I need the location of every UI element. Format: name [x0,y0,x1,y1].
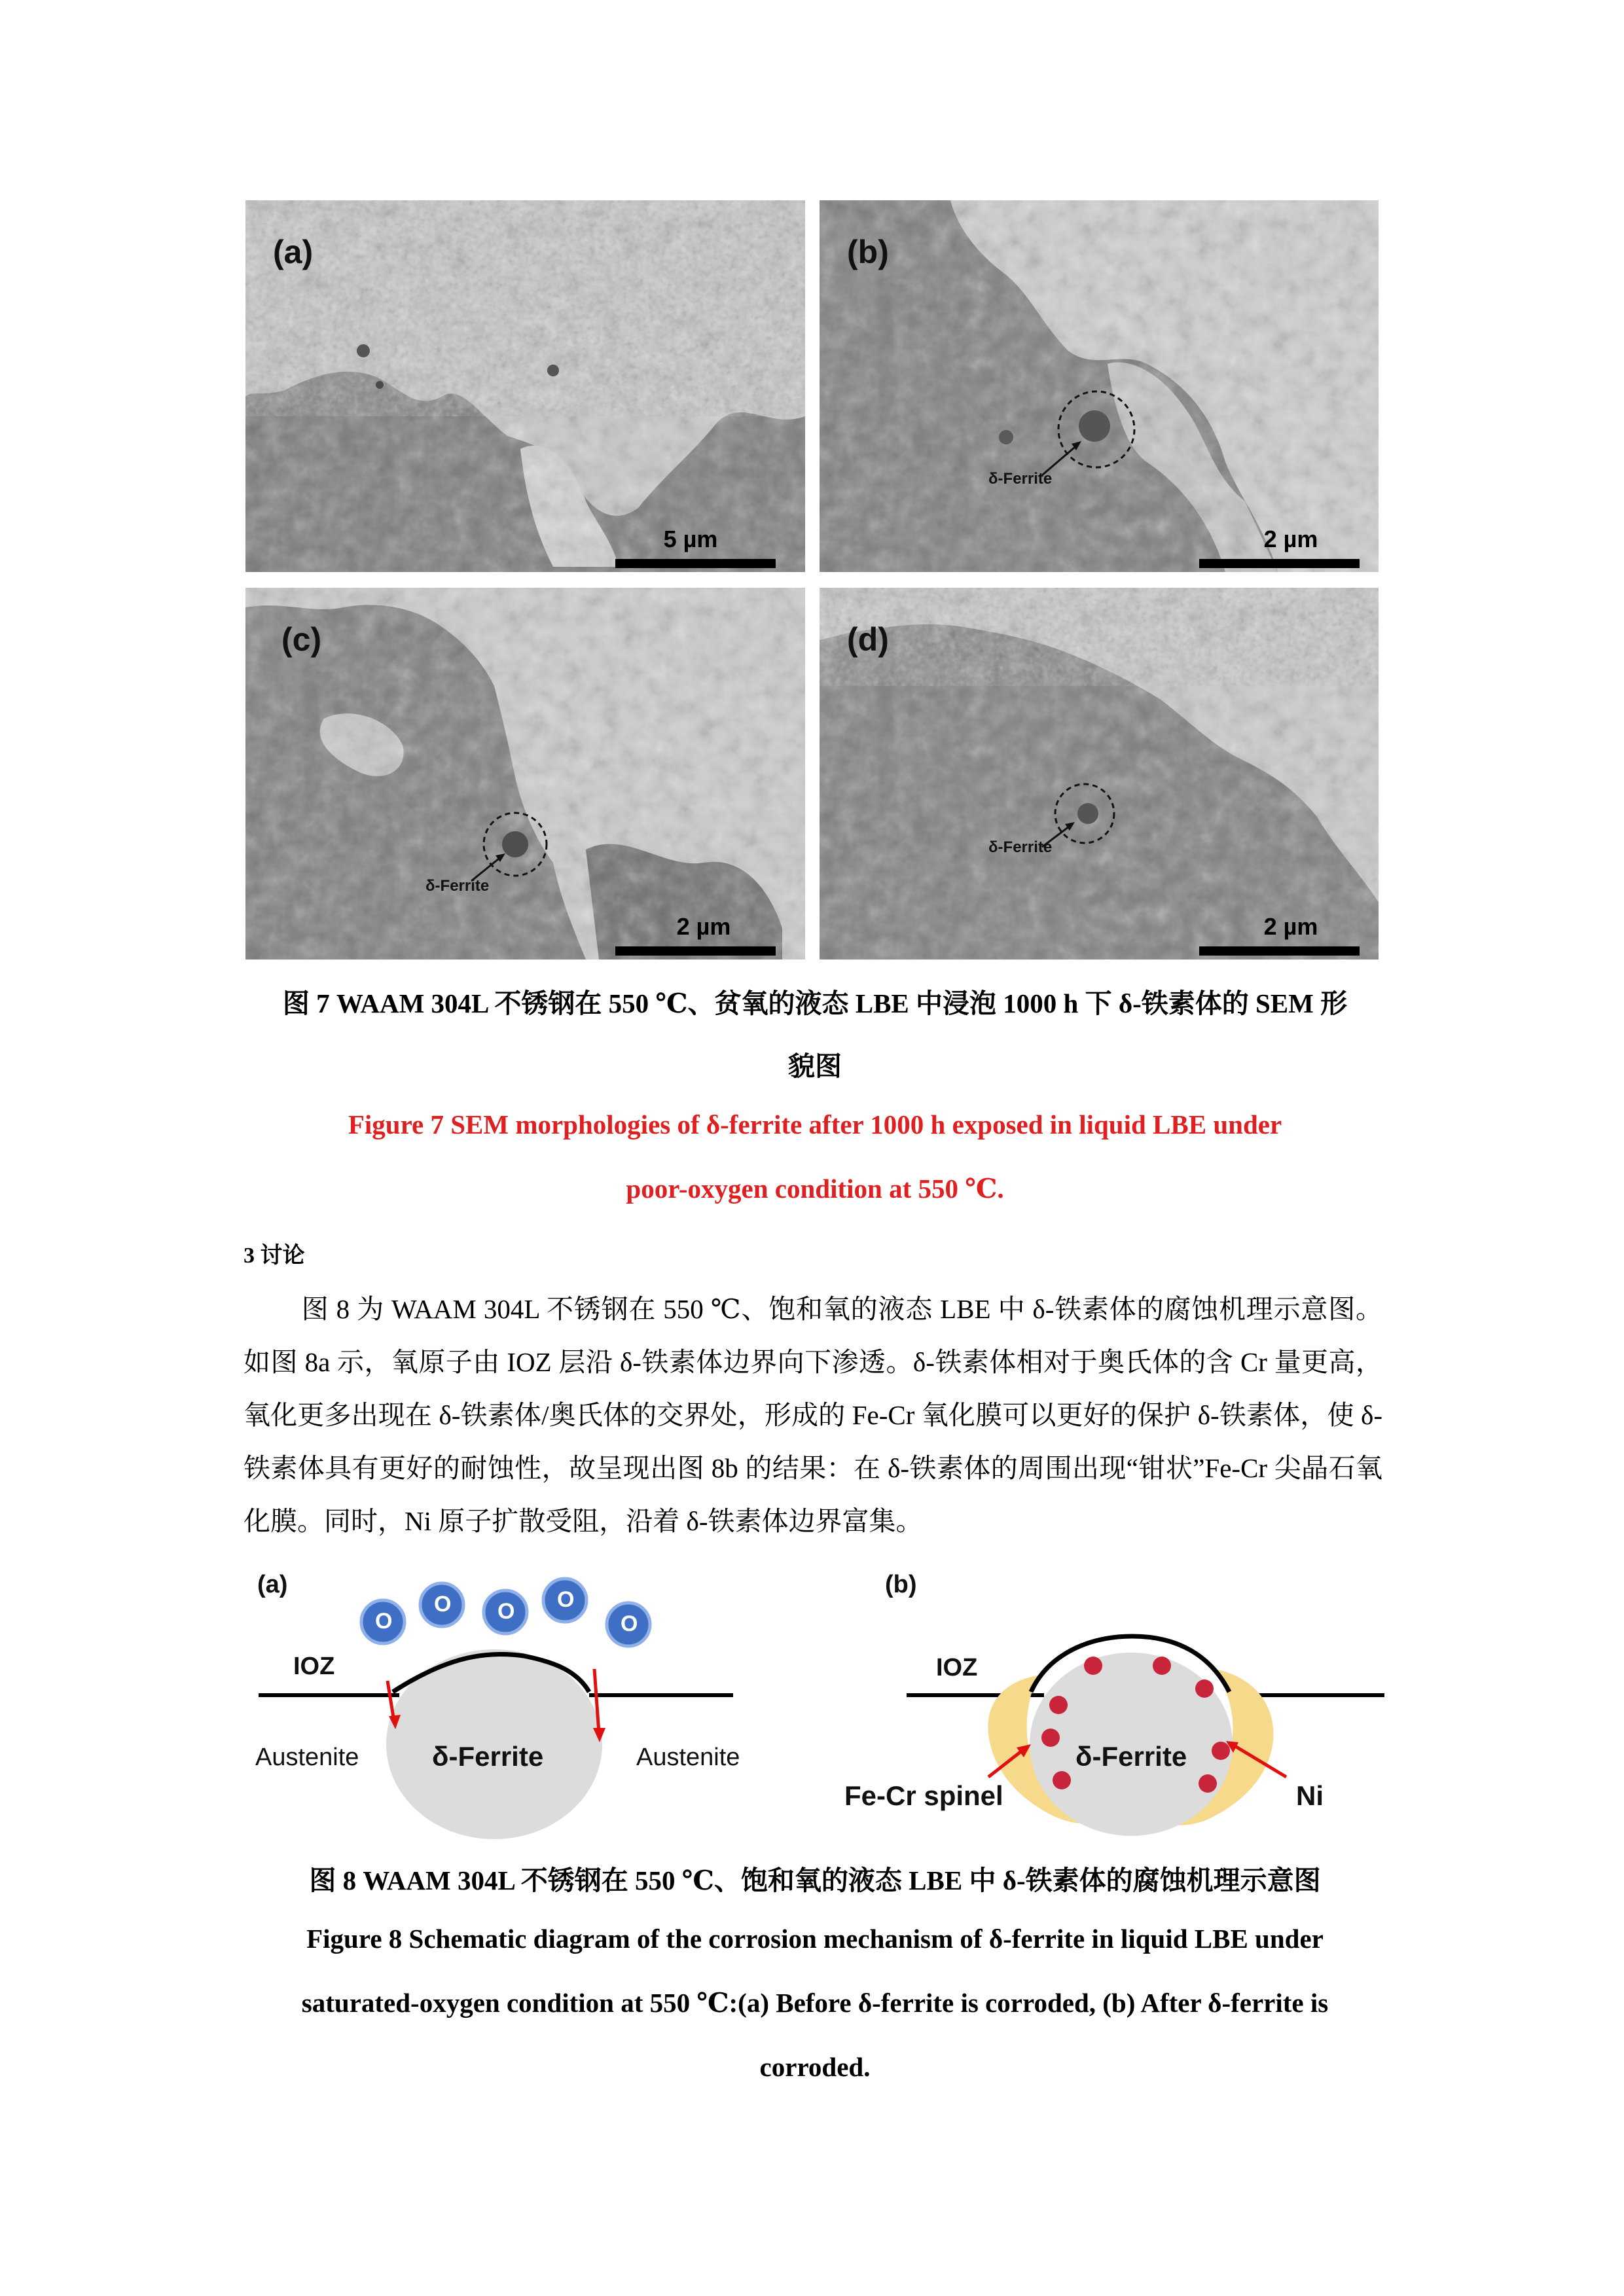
sem-panel-a [245,200,805,572]
figure7-caption-en-line2: poor-oxygen condition at 550 ℃. [626,1174,1004,1204]
diagram-a-ferrite-label: δ-Ferrite [432,1741,544,1772]
figure8-caption-cn: 图 8 WAAM 304L 不锈钢在 550 ℃、饱和氧的液态 LBE 中 δ-铁素体的腐蚀机理示意图 [309,1865,1321,1895]
sem-image-b [820,200,1379,572]
scale-bar-d [1199,946,1360,956]
scale-text-a: 5 µm [663,526,718,552]
oxygen-label-5: O [621,1611,638,1636]
oxygen-label-1: O [375,1609,393,1634]
sem-panel-b [820,200,1379,572]
scale-bar-a [615,559,776,568]
figure7-caption-cn-line2: 貌图 [788,1051,842,1081]
panel-label-c: (c) [281,621,322,658]
diagram-b-spinel-label: Fe-Cr spinel [844,1780,1003,1811]
sem-image-c [245,588,805,960]
diagram-a-austenite-left: Austenite [255,1744,359,1771]
scale-text-b: 2 µm [1263,526,1318,552]
diagram-a-label: (a) [257,1571,288,1598]
panel-label-d: (d) [847,621,889,658]
figure8-diagram [242,1564,1388,1839]
diagram-a-ioz: IOZ [293,1653,335,1680]
sem-panel-d [820,588,1379,960]
panel-label-a: (a) [273,234,314,270]
scale-text-d: 2 µm [1263,913,1318,940]
panel-label-b: (b) [847,234,889,270]
oxygen-label-2: O [434,1592,452,1617]
figure8-caption-en-line2: saturated-oxygen condition at 550 ℃:(a) Before δ-ferrite is corroded, (b) After δ-ferrite is [301,1988,1329,2018]
scale-bar-b [1199,559,1360,568]
diagram-b-ni-label: Ni [1296,1780,1324,1811]
figure7-caption-en-line1: Figure 7 SEM morphologies of δ-ferrite after 1000 h exposed in liquid LBE under [348,1109,1282,1139]
oxygen-label-3: O [497,1599,515,1624]
diagram-a-austenite-right: Austenite [636,1744,740,1771]
sem-image-d [820,588,1379,960]
ferrite-label-c: δ-Ferrite [425,877,490,895]
oxygen-label-4: O [557,1587,575,1612]
body-paragraph-text: 图 8 为 WAAM 304L 不锈钢在 550 ℃、饱和氧的液态 LBE 中 δ-铁素体的腐蚀机理示意图。如图 8a 示，氧原子由 IOZ 层沿 δ-铁素体边界向下渗透。δ-铁素体相对于奥氏体的含 Cr 量更高，氧化更多出现在 δ-铁素体/奥氏体的交界处，形成的 Fe-Cr 氧化膜可以更好的保护 δ-铁素体，使 δ-铁素体具有更好的耐蚀性，故呈现出图 8b 的结果：在 δ-铁素体的周围出现“钳状”Fe-Cr 尖晶石氧化膜。同时，Ni 原子扩散受阻，沿着 δ-铁素体边界富集。 [244,1294,1382,1536]
ferrite-label-b: δ-Ferrite [988,470,1053,488]
figure8-caption-en-line3: corroded. [759,2052,871,2082]
body-paragraph [244,1283,1382,1548]
diagram-b-ioz: IOZ [936,1654,978,1681]
sem-image-a [245,200,805,572]
scale-bar-c [615,946,776,956]
ferrite-label-d: δ-Ferrite [988,838,1053,856]
diagram-b-label: (b) [885,1571,917,1598]
diagram-b-ferrite-label: δ-Ferrite [1075,1741,1187,1772]
scale-text-c: 2 µm [676,913,731,940]
figure7-caption-cn-line1: 图 7 WAAM 304L 不锈钢在 550 ℃、贫氧的液态 LBE 中浸泡 1000 h 下 δ-铁素体的 SEM 形 [282,988,1348,1018]
figure8-caption-en-line1: Figure 8 Schematic diagram of the corrosion mechanism of δ-ferrite in liquid LBE under [306,1924,1324,1954]
sem-panel-c [245,588,805,960]
diagram-a [259,1579,733,1839]
section-heading: 3 讨论 [244,1244,305,1268]
